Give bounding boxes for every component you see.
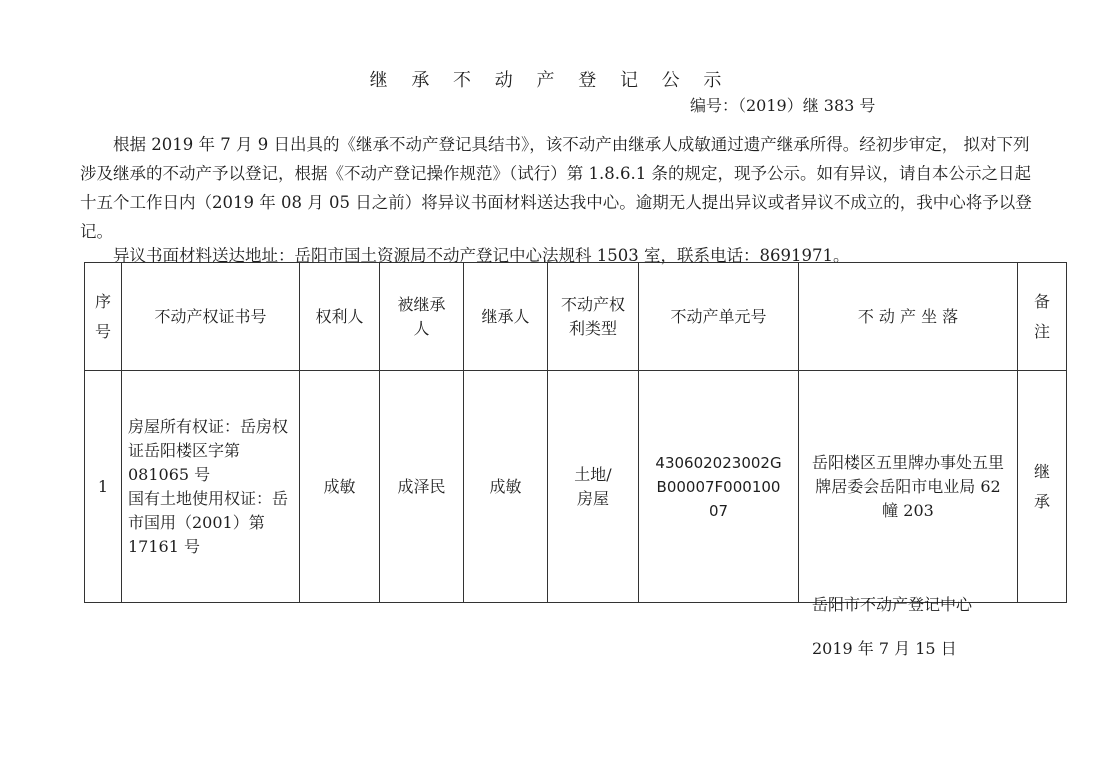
notice-body (80, 130, 1040, 246)
cell-note: 继承 (1018, 371, 1067, 603)
header-right-holder: 权利人 (300, 263, 380, 371)
notice-title: 继 承 不 动 产 登 记 公 示 (369, 70, 731, 91)
cell-seq: 1 (85, 371, 122, 603)
cell-cert (122, 371, 300, 603)
header-note: 备注 (1018, 263, 1067, 371)
table-header-row (85, 263, 1067, 371)
objection-address: 异议书面材料送达地址：岳阳市国土资源局不动产登记中心法规科 1503 室，联系电话：8691971。 (113, 246, 850, 265)
cell-right-type: 土地/房屋 (548, 371, 639, 603)
header-seq: 序号 (85, 263, 122, 371)
header-unit-no: 不动产单元号 (639, 263, 799, 371)
cell-cert-house: 房屋所有权证：岳房权证岳阳楼区字第 081065 号 (128, 416, 289, 484)
cell-deceased: 成泽民 (380, 371, 464, 603)
notice-paragraph: 根据 2019 年 7 月 9 日出具的《继承不动产登记具结书》，该不动产由继承人成敏通过遗产继承所得。经初步审定， 拟对下列涉及继承的不动产予以登记，根据《不动产登记操作规范》（试行）第 1.8.6.1 条的规定，现予公示。如有异议，请自本公示之日起十五个工作日内（2019 年 08 月 05 日之前）将异议书面材料送达我中心。逾期无人提出异议或者异议不成立的，我中心将予以登记。 (80, 135, 1032, 241)
cell-unit-no: 430602023002GB00007F00010007 (639, 371, 799, 603)
header-heir: 继承人 (464, 263, 548, 371)
cell-location: 岳阳楼区五里牌办事处五里牌居委会岳阳市电业局 62 幢 203 (799, 371, 1018, 603)
cell-heir: 成敏 (464, 371, 548, 603)
document-number: 编号：（2019）继 383 号 (690, 96, 876, 115)
header-cert: 不动产权证书号 (122, 263, 300, 371)
cell-cert-land: 国有土地使用权证：岳市国用（2001）第 17161 号 (128, 488, 289, 556)
registration-table (84, 262, 1067, 603)
header-location: 不 动 产 坐 落 (799, 263, 1018, 371)
cell-right-holder: 成敏 (300, 371, 380, 603)
issue-date: 2019 年 7 月 15 日 (812, 639, 957, 658)
table-row (85, 371, 1067, 603)
issuing-organization: 岳阳市不动产登记中心 (812, 595, 973, 614)
header-deceased: 被继承人 (380, 263, 464, 371)
header-right-type: 不动产权利类型 (548, 263, 639, 371)
